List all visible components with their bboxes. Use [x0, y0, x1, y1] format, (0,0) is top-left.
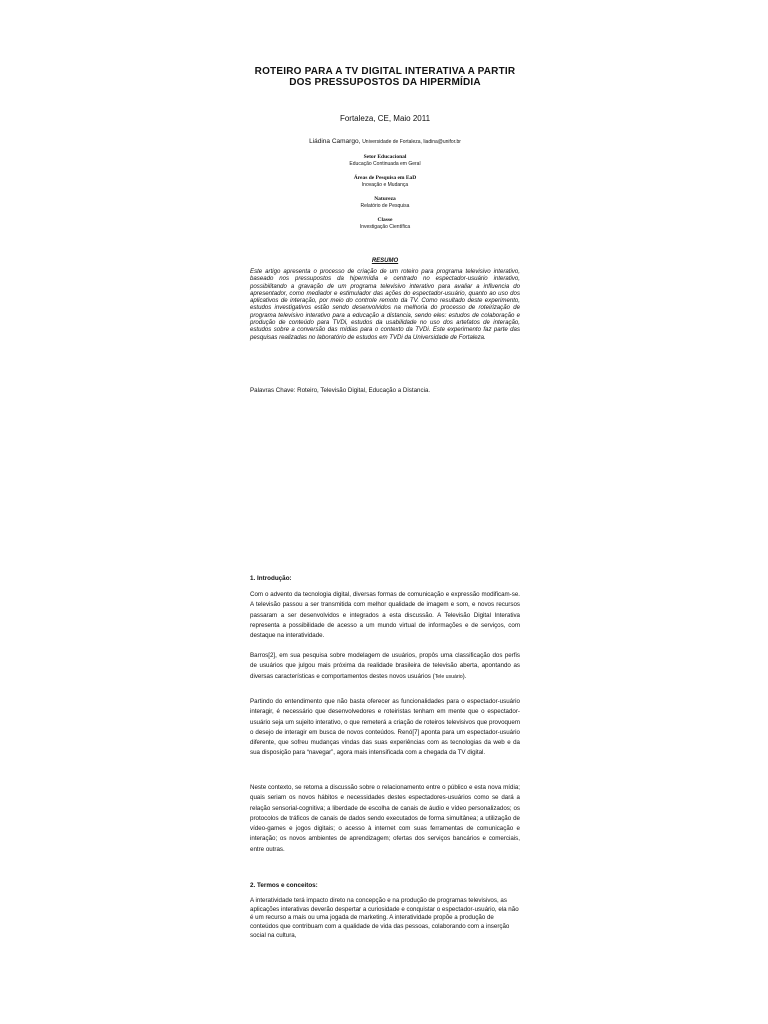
author-line: [250, 138, 520, 145]
place-date: Fortaleza, CE, Maio 2011: [339, 114, 431, 123]
intro-paragraph-4: Neste contexto, se retoma a discussão sobre o relacionamento entre o público e esta nova mídia; quais seriam os novos hábitos e necessidades destes espectadores-usuários como se dará a relação sensorial-cognitiva; a liberdade de escolha de canais de áudio e vídeo personalizados; os protocolos de tráficos de canais de dados sendo executados de forma simultânea; a utilização de vídeo-games e jogos digitais; o acesso à internet com suas ferramentas de comunicação e interação; os novos ambientes de aprendizagem; ofertas dos serviços bancários e comerciais, entre outras.: [250, 784, 520, 853]
resumo-heading: RESUMO: [371, 258, 399, 264]
author-name: Liádina Camargo,: [309, 138, 361, 145]
paragraph-text: Barros[2], em sua pesquisa sobre modelagem de usuários, propôs uma classificação dos perfis de usuários que julgou mais próxima da realidade brasileira de televisão aberta, apontando as diversas características e comportamentos destes novos usuários (: [250, 652, 520, 680]
abstract-text: Este artigo apresenta o processo de criação de um roteiro para programa televisivo interativo, baseado nos pressupostos da hipermídia e centrado no espectador-usuário interativo, possibilitando a gravação de um programa televisivo interativo para avaliar a influencia do apresentador, como mediador e estimulador das ações do espectador-usuário, quanto ao uso dos aplicativos de interação, por meio do controle remoto da TV. Como resultado deste experimento, estudos investigativos estão sendo desenvolvidos na melhoria do processo de roteirização de programa televisivo interativo para a educação a distancia, sendo eles: estudos de colaboração e produção de conteúdo para TVDi, estudos da usabilidade no uso dos artefatos de interação, estudos sobre a conversão das mídias para o contexto da TVDi. Este experimento faz parte das pesquisas realizadas no laboratório de estudos em TVDi da Universidade de Fortaleza.: [250, 268, 520, 341]
meta-value: Inovação e Mudança: [361, 182, 409, 188]
title-line-1: ROTEIRO PARA A TV DIGITAL INTERATIVA A PARTIR: [254, 66, 516, 77]
metadata-block: [250, 154, 520, 238]
intro-paragraph-2: [250, 651, 520, 682]
meta-label: Áreas de Pesquisa em EaD: [353, 175, 417, 181]
section-heading-introducao: 1. Introdução:: [250, 575, 292, 582]
title-line-2: DOS PRESSUPOSTOS DA HIPERMÍDIA: [289, 77, 481, 88]
meta-value: Relatório de Pesquisa: [360, 203, 410, 209]
section-heading-termos: 2. Termos e conceitos:: [250, 882, 318, 889]
intro-paragraph-1: Com o advento da tecnologia digital, diversas formas de comunicação e expressão modificam-se. A televisão passou a ser transmitida com melhor qualidade de imagem e som, e novos recursos passaram a ser desenvolvidos e integrados a esta discussão. A Televisão Digital Interativa representa a possibilidade de acesso a um mundo virtual de informações e de serviços, com destaque na interatividade.: [250, 591, 520, 640]
meta-label: Setor Educacional: [363, 154, 407, 160]
termos-paragraph-1: A interatividade terá impacto direto na concepção e na produção de programas televisivos, as aplicações interativas deverão despertar a curiosidade e conquistar o espectador-usuário, ela não é um recurso a mais ou uma jogada de marketing. A interatividade propõe a produção de conteúdos que contribuam com a qualidade de vida das pessoas, colaborando com a inserção social na cultura,: [250, 897, 519, 939]
author-affiliation: Universidade de Fortaleza, liadina@unifor.br: [362, 139, 461, 145]
meta-value: Investigação Científica: [359, 224, 411, 230]
meta-value: Educação Continuada em Geral: [349, 161, 421, 167]
keywords: Palavras Chave: Roteiro, Televisão Digital, Educação a Distancia.: [250, 387, 431, 394]
paper-title: [250, 66, 520, 88]
intro-paragraph-3: Partindo do entendimento que não basta oferecer as funcionalidades para o espectador-usuário interagir, é necessário que desenvolvedores e roteiristas tenham em mente que o espectador-usuário seja um sujeito interativo, o que remeterá a criação de roteiros televisivos que provoquem o desejo de interagir em busca de novos conteúdos. Renó[7] aponta para um espectador-usuário diferente, que sofreu mudanças vindas das suas experiências com as tecnologias da web e da sua disposição para “navegar”, agora mais intensificada com a chegada da TV digital.: [250, 698, 520, 757]
meta-label: Classe: [377, 217, 393, 223]
paragraph-text-end: ).: [462, 672, 467, 680]
paragraph-text-small: Tele usuário: [434, 673, 463, 680]
meta-label: Natureza: [374, 196, 396, 202]
